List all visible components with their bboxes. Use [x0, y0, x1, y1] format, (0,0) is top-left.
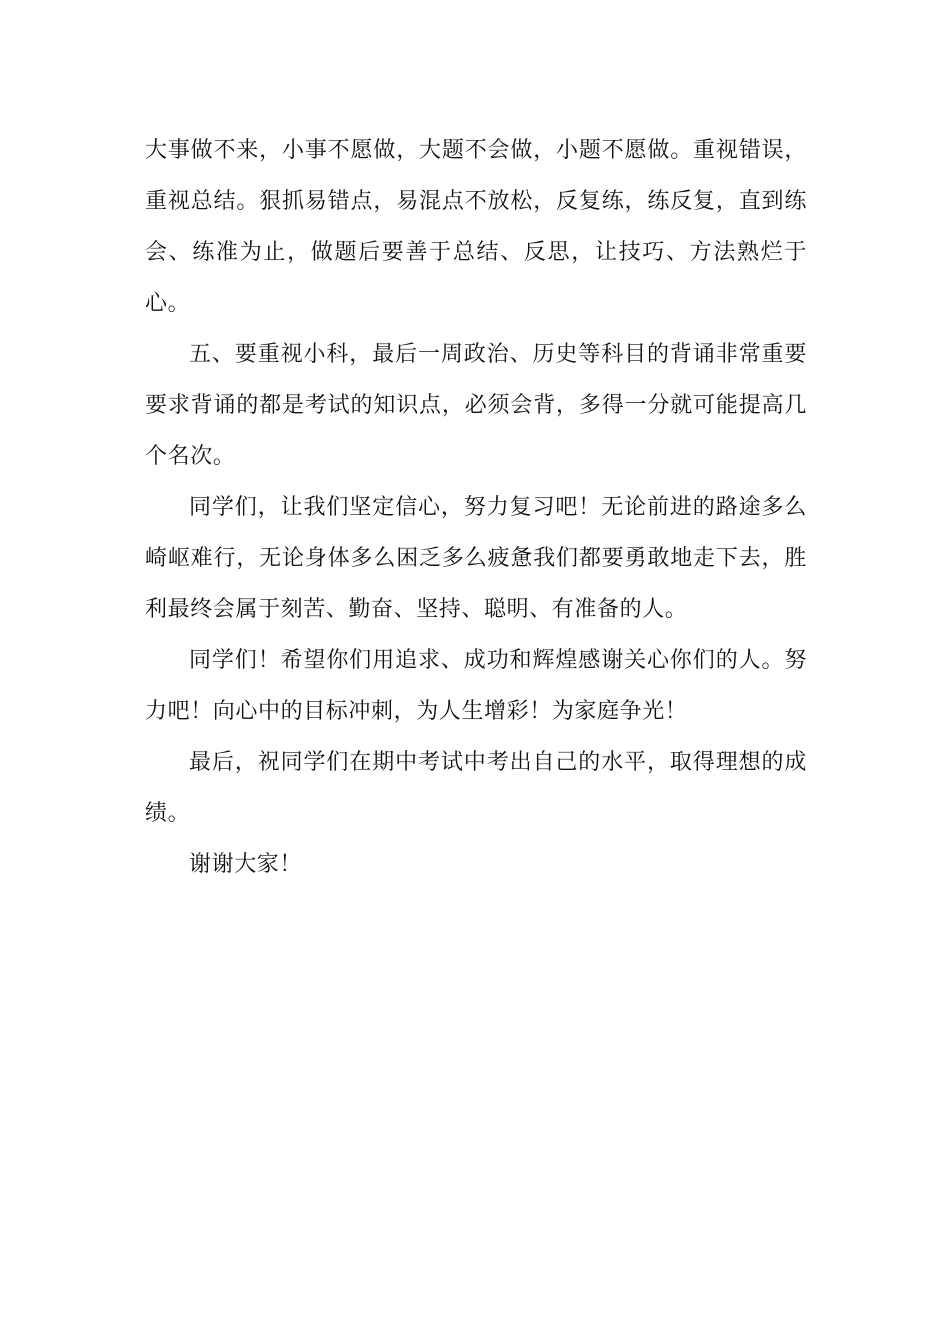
- document-body: [145, 125, 807, 890]
- paragraph-encouragement: 同学们，让我们坚定信心，努力复习吧！无论前进的路途多么崎岖难行，无论身体多么困乏多么疲惫我们都要勇敢地走下去，胜利最终会属于刻苦、勤奋、坚持、聪明、有准备的人。: [145, 495, 807, 622]
- paragraph-point-five: 五、要重视小科，最后一周政治、历史等科目的背诵非常重要要求背诵的都是考试的知识点，必须会背，多得一分就可能提高几个名次。: [145, 342, 807, 469]
- paragraph-wishes: 最后，祝同学们在期中考试中考出自己的水平，取得理想的成绩。: [145, 750, 807, 826]
- paragraph-thanks: 谢谢大家！: [189, 852, 303, 877]
- paragraph-hope: 同学们！希望你们用追求、成功和辉煌感谢关心你们的人。努力吧！向心中的目标冲刺，为人生增彩！为家庭争光！: [145, 648, 807, 724]
- paragraph-continuation: 大事做不来，小事不愿做，大题不会做，小题不愿做。重视错误，重视总结。狠抓易错点，易混点不放松，反复练，练反复，直到练会、练准为止，做题后要善于总结、反思，让技巧、方法熟烂于心。: [145, 138, 807, 316]
